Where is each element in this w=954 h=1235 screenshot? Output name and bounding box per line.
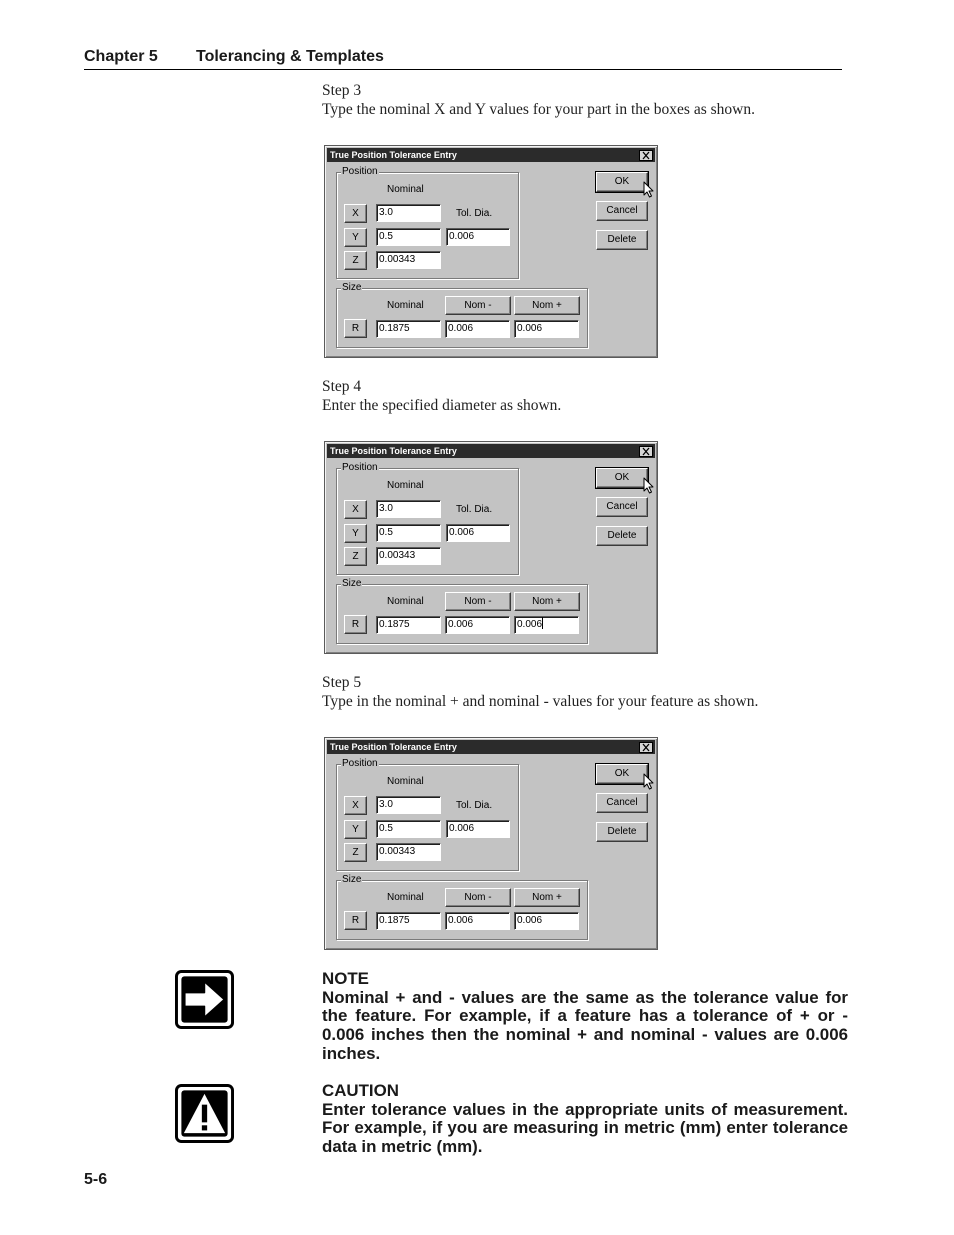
z-nominal-field[interactable]: 0.00343 [376, 251, 441, 269]
nom-plus-button[interactable]: Nom + [514, 888, 580, 907]
note-heading: NOTE [322, 969, 369, 988]
note-text: Nominal + and - values are the same as the tolerance value for the feature. For example, if a feature has a tolerance of + or - 0.006 inches then the nominal + and nominal - values are 0.006 inches. [322, 987, 848, 1063]
step-label: Step 3 [322, 82, 362, 99]
dialog-title-bar[interactable] [327, 444, 655, 458]
position-group-label: Position [342, 758, 378, 769]
mouse-pointer-icon [643, 181, 654, 198]
dialog-title-bar[interactable] [327, 740, 655, 754]
delete-button[interactable]: Delete [596, 822, 648, 842]
r-button[interactable]: R [344, 911, 367, 930]
step-label: Step 5 [322, 674, 362, 691]
cancel-button[interactable]: Cancel [596, 793, 648, 813]
tol-dia-field[interactable]: 0.006 [446, 820, 510, 838]
x-nominal-field[interactable]: 3.0 [376, 500, 441, 518]
step-instruction: Type in the nominal + and nominal - values for your feature as shown. [322, 693, 759, 710]
note-block [322, 970, 848, 1064]
tolerance-entry-dialog [324, 441, 658, 654]
x-nominal-field[interactable]: 3.0 [376, 796, 441, 814]
size-nominal-header: Nominal [387, 596, 424, 607]
warning-exclamation-icon [175, 1084, 234, 1143]
nom-plus-button[interactable]: Nom + [514, 296, 580, 315]
size-nominal-header: Nominal [387, 892, 424, 903]
header-divider [84, 69, 842, 70]
close-icon [640, 743, 652, 752]
delete-button[interactable]: Delete [596, 230, 648, 250]
x-button[interactable]: X [344, 796, 367, 815]
z-nominal-field[interactable]: 0.00343 [376, 843, 441, 861]
caution-block [322, 1082, 848, 1157]
close-button[interactable] [639, 446, 653, 457]
dialog-title: True Position Tolerance Entry [330, 150, 457, 160]
page-number: 5-6 [84, 1171, 108, 1188]
size-group-label: Size [342, 282, 362, 293]
tol-dia-header: Tol. Dia. [456, 208, 493, 219]
position-nominal-header: Nominal [387, 776, 424, 787]
size-nominal-field[interactable]: 0.1875 [376, 912, 441, 930]
nom-plus-field[interactable]: 0.006 [514, 320, 579, 338]
nom-plus-button[interactable]: Nom + [514, 592, 580, 611]
tol-dia-field[interactable]: 0.006 [446, 228, 510, 246]
tol-dia-field[interactable]: 0.006 [446, 524, 510, 542]
mouse-pointer-icon [643, 773, 654, 790]
ok-button[interactable]: OK [596, 172, 648, 192]
y-button[interactable]: Y [344, 820, 367, 839]
caution-heading: CAUTION [322, 1081, 399, 1100]
nom-minus-field[interactable]: 0.006 [445, 912, 510, 930]
nom-plus-field[interactable]: 0.006 [514, 616, 579, 634]
position-group-label: Position [342, 462, 378, 473]
nom-minus-button[interactable]: Nom - [445, 592, 511, 611]
z-button[interactable]: Z [344, 547, 367, 566]
step-instruction: Enter the specified diameter as shown. [322, 397, 562, 414]
r-button[interactable]: R [344, 615, 367, 634]
position-group-label: Position [342, 166, 378, 177]
size-nominal-header: Nominal [387, 300, 424, 311]
cancel-button[interactable]: Cancel [596, 497, 648, 517]
delete-button[interactable]: Delete [596, 526, 648, 546]
r-button[interactable]: R [344, 319, 367, 338]
caution-text: Enter tolerance values in the appropriate units of measurement. For example, if you are measuring in metric (mm) enter tolerance data in metric (mm). [322, 1099, 848, 1157]
ok-button[interactable]: OK [596, 764, 648, 784]
position-nominal-header: Nominal [387, 480, 424, 491]
cancel-button[interactable]: Cancel [596, 201, 648, 221]
y-button[interactable]: Y [344, 228, 367, 247]
nom-minus-field[interactable]: 0.006 [445, 616, 510, 634]
tolerance-entry-dialog [324, 737, 658, 950]
arrow-right-icon [175, 970, 234, 1029]
y-nominal-field[interactable]: 0.5 [376, 228, 441, 246]
close-button[interactable] [639, 150, 653, 161]
nom-minus-field[interactable]: 0.006 [445, 320, 510, 338]
y-button[interactable]: Y [344, 524, 367, 543]
nom-minus-button[interactable]: Nom - [445, 296, 511, 315]
step-instruction: Type the nominal X and Y values for your part in the boxes as shown. [322, 101, 755, 118]
close-icon [640, 151, 652, 160]
dialog-title: True Position Tolerance Entry [330, 446, 457, 456]
size-nominal-field[interactable]: 0.1875 [376, 616, 441, 634]
nom-plus-field[interactable]: 0.006 [514, 912, 579, 930]
step-label: Step 4 [322, 378, 362, 395]
x-nominal-field[interactable]: 3.0 [376, 204, 441, 222]
chapter-number: Chapter 5 [84, 48, 158, 65]
size-group-label: Size [342, 874, 362, 885]
y-nominal-field[interactable]: 0.5 [376, 524, 441, 542]
size-group-label: Size [342, 578, 362, 589]
close-button[interactable] [639, 742, 653, 753]
tol-dia-header: Tol. Dia. [456, 504, 493, 515]
z-button[interactable]: Z [344, 251, 367, 270]
dialog-title: True Position Tolerance Entry [330, 742, 457, 752]
x-button[interactable]: X [344, 500, 367, 519]
tolerance-entry-dialog [324, 145, 658, 358]
dialog-title-bar[interactable] [327, 148, 655, 162]
z-button[interactable]: Z [344, 843, 367, 862]
close-icon [640, 447, 652, 456]
z-nominal-field[interactable]: 0.00343 [376, 547, 441, 565]
nom-minus-button[interactable]: Nom - [445, 888, 511, 907]
position-nominal-header: Nominal [387, 184, 424, 195]
size-nominal-field[interactable]: 0.1875 [376, 320, 441, 338]
ok-button[interactable]: OK [596, 468, 648, 488]
mouse-pointer-icon [643, 477, 654, 494]
y-nominal-field[interactable]: 0.5 [376, 820, 441, 838]
chapter-title: Tolerancing & Templates [196, 48, 384, 65]
tol-dia-header: Tol. Dia. [456, 800, 493, 811]
x-button[interactable]: X [344, 204, 367, 223]
